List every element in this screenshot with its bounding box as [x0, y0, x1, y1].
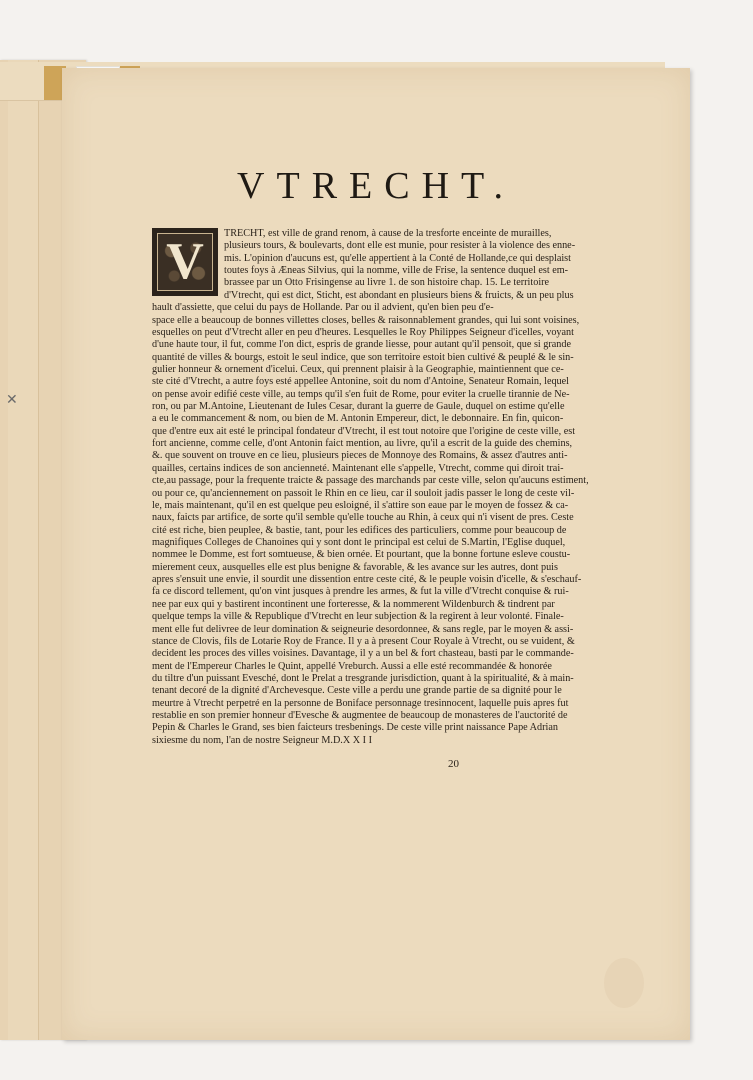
text-line: toutes foys à Æneas Silvius, qui la nomme, ville de Frise, la sentence duquel est em-: [224, 265, 569, 277]
text-line: que d'entre eux ait esté le principal fondateur d'Vtrecht, il est tout notoire que l'origine de ceste ville, est: [152, 425, 576, 437]
text-line: nee par eux qui y bastirent incontinent une forteresse, & la nommerent Wildenburch & tindrent par: [152, 598, 555, 610]
text-line: &. que souvent on trouve en ce lieu, plusieurs pieces de Monnoye des Romains, & assez d'autres anti-: [152, 450, 568, 462]
text-line: decident les proces des villes voisines. Davantage, il y a un bel & fort chasteau, basti par le commande-: [152, 648, 574, 660]
text-line: quantité de villes & bourgs, estoit le seul indice, que son territoire estoit bien cultivé & peuplé & le sin-: [152, 351, 574, 363]
page-title: VTRECHT.: [237, 165, 515, 207]
text-line: quelque temps la ville & Republique d'Vtrecht en leur subjection & la regirent à leur volonté. Finale-: [152, 611, 564, 623]
text-line: plusieurs tours, & boulevarts, dont elle est munie, pour resister à la violence des enne-: [224, 240, 576, 252]
text-line: mis. L'opinion d'aucuns est, qu'elle appertient à la Conté de Hollande,ce qui desplaist: [224, 252, 571, 264]
text-line: d'une haute tour, il fut, comme l'on dict, espris de grande liesse, pour autant qu'il pensoit, que si grande: [152, 339, 572, 351]
text-line: Pepin & Charles le Grand, ses bien faicteurs tresbenings. De ceste ville print naissance Pape Adrian: [152, 722, 558, 734]
paper-stain: [604, 958, 644, 1008]
text-line: apres s'ensuit une envie, il sourdit une dissention entre ceste cité, & le peuple voisin d'icelle, & s'eschauf-: [152, 574, 582, 586]
text-line: le, mais maintenant, qu'il en est quelque peu esloigné, il s'attire son eaue par le moyen de fossez & ca-: [152, 499, 569, 511]
text-line: cité est riche, bien peuplee, & bastie, tant, pour les edifices des particuliers, comme pour beaucoup de: [152, 524, 567, 536]
text-line: space elle a beaucoup de bonnes villettes closes, belles & raisonnablement grandes, qui lui sont voisines,: [152, 314, 580, 326]
text-line: ou pour ce, qu'anciennement on passoit le Rhin en ce lieu, car il souloit jadis passer le long de ceste vil-: [152, 487, 575, 499]
text-line: sixiesme du nom, l'an de nostre Seigneur M.D.X X I I: [152, 734, 372, 746]
page-number: 20: [448, 758, 459, 770]
text-line: d'Vtrecht, qui est dict, Sticht, est abondant en plusieurs biens & fruicts, & un peu plus: [224, 289, 574, 301]
text-line: brassee par un Otto Frisingense au livre 1. de son histoire chap. 15. Le territoire: [224, 277, 550, 289]
text-line: mierement ceux, ausquelles elle est plus benigne & favorable, & les avance sur les autres, dont puis: [152, 561, 558, 573]
text-line: ron, ou par M.Antoine, Lieutenant de Iules Cesar, durant la guerre de Gaule, duquel on estime qu'elle: [152, 401, 565, 413]
text-line: ment elle fut delivree de leur domination & seigneurie desordonnee, & sans regle, par le moyen & assi-: [152, 623, 574, 635]
pencil-mark-icon: ✕: [6, 393, 18, 408]
text-line: magnifiques Colleges de Chanoines qui y sont dont le principal est celui de S.Martin, l'Eglise duquel,: [152, 536, 566, 548]
text-line: ste cité d'Vtrecht, a autre foys esté appellee Antonine, soit du nom d'Antoine, Senateur Romain, lequel: [152, 376, 570, 388]
body-text: [152, 228, 680, 747]
text-line: meurtre à Vtrecht perpetré en la personne de Boniface personnage tresinnocent, laquelle puis apres fut: [152, 697, 569, 709]
text-line: esquelles on peut d'Vtrecht aller en peu d'heures. Lesquelles le Roy Philippes Seigneur d'icelles, voyant: [152, 326, 574, 338]
text-line: tenant decoré de la dignité d'Archevesque. Ceste ville a perdu une grande partie de sa dignité pour le: [152, 685, 562, 697]
text-line: fort ancienne, comme celle, d'ont Antonin faict mention, au livre, qu'il a escrit de la guide des chemins,: [152, 438, 573, 450]
text-line: quailles, certains indices de son ancienneté. Maintenant elle s'appelle, Vtrecht, comme qui diroit trai-: [152, 462, 564, 474]
text-line: ment de l'Empereur Charles le Quint, appellé Vreburch. Aussi a elle esté recommandée & honorée: [152, 660, 552, 672]
text-line: nommee le Domme, est fort somtueuse, & bien ornée. Et pourtant, que la bonne fortune esleve coustu-: [152, 549, 571, 561]
decorated-initial: [152, 228, 218, 296]
text-line: fa ce discord tellement, qu'on vint jusques à prendre les armes, & fut la ville d'Vtrecht conquise & rui-: [152, 586, 569, 598]
text-line: cte,au passage, pour la frequente traicte & passage des marchands par ceste ville, selon qu'aucuns estiment,: [152, 475, 589, 487]
text-line: du tiltre d'un puissant Evesché, dont le Prelat a tresgrande jurisdiction, quant à la spiritualité, & à main-: [152, 672, 574, 684]
initial-letter: V: [166, 232, 204, 290]
text-line: a eu le commancement & nom, ou bien de M. Antonin Empereur, dict, le debonnaire. En fin, quicon-: [152, 413, 564, 425]
text-line: restablie en son premier honneur d'Evesche & augmentee de beaucoup de monasteres de l'auctorité de: [152, 710, 568, 722]
text-line: on pense avoir edifié ceste ville, au temps qu'il s'en fuit de Rome, pour eviter la cruelle tirannie de Ne-: [152, 388, 570, 400]
text-line: stance de Clovis, fils de Lotarie Roy de France. Il y a à present Cour Royale à Vtrecht, ou se vuident, &: [152, 635, 575, 647]
text-line: gulier honneur & ornement d'icelui. Ceux, qui prennent plaisir à la Geographie, maintiennent que ce-: [152, 363, 564, 375]
document-page: [62, 68, 690, 1040]
text-line: naux, faicts par artifice, de sorte qu'il semble qu'elle touche au Rhin, à ceux qui n'i visent de pres. Ceste: [152, 512, 574, 524]
text-line: TRECHT, est ville de grand renom, à cause de la tresforte enceinte de murailles,: [224, 228, 552, 239]
text-lines: [152, 228, 680, 747]
back-sheet-fold: [8, 60, 39, 1040]
text-line: hault d'assiette, que celui du pays de Hollande. Par ou il advient, qu'en bien peu d'e-: [152, 302, 494, 314]
